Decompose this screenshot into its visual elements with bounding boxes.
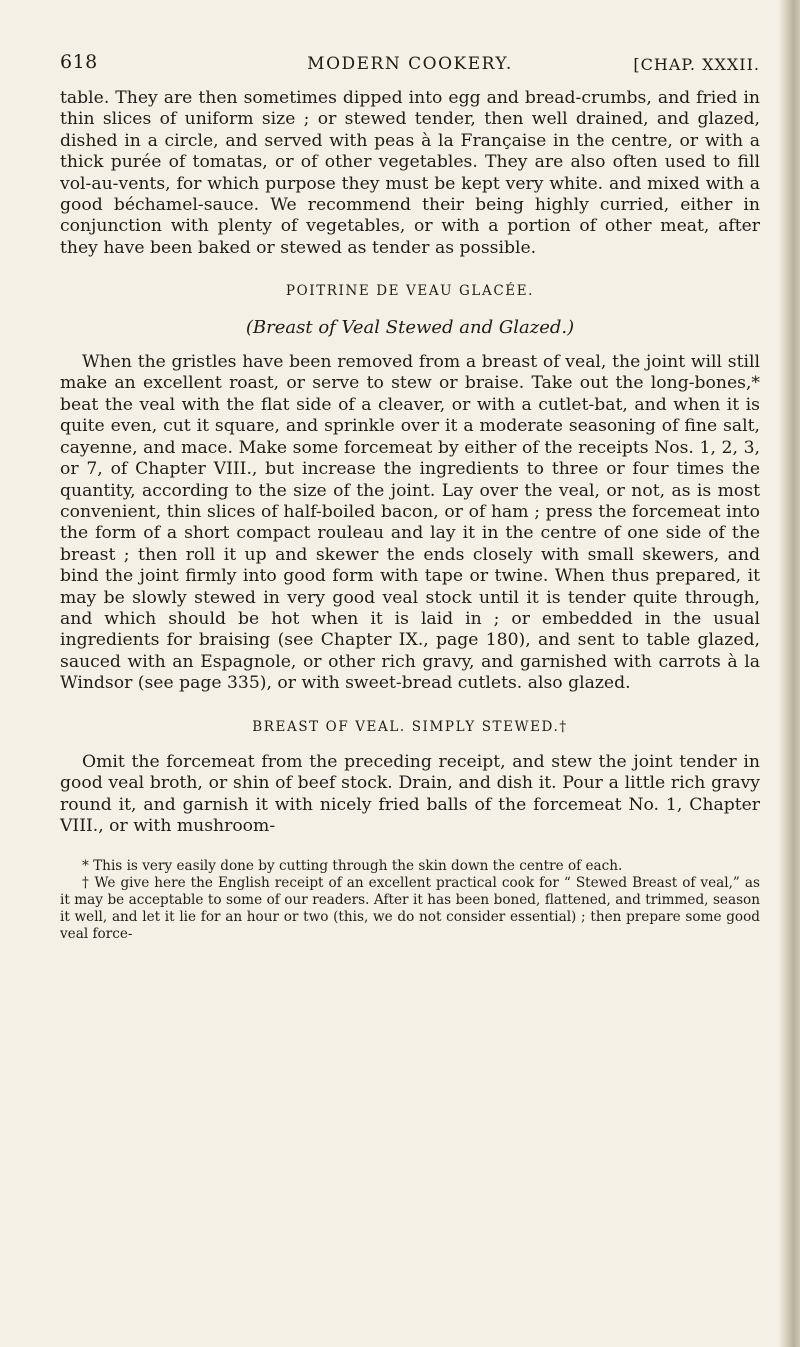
footnote-asterisk: * This is very easily done by cutting through the skin down the centre of each. bbox=[82, 857, 623, 874]
section-heading-breast-simply-stewed: BREAST OF VEAL. SIMPLY STEWED.† bbox=[252, 718, 568, 735]
recipe-paragraph-simply-stewed: Omit the forcemeat from the preceding receipt, and stew the joint tender in good veal broth, or shin of beef stock. Drain, and dish it. Pour a little rich gravy round it, and garnish it with nicely fried balls of the forcemeat No. 1, Chapter VIII., or with mushroom- bbox=[60, 751, 760, 837]
section-subheading-breast-stewed-glazed: (Breast of Veal Stewed and Glazed.) bbox=[245, 316, 575, 338]
recipe-paragraph-breast-glazed: When the gristles have been removed from a breast of veal, the joint will still make an excellent roast, or serve to stew or braise. Take out the long-bones,* beat the veal with the flat side of a cleaver, or with a cutlet-bat, and when it is quite even, cut it square, and sprinkle over it a moderate seasoning of fine salt, cayenne, and mace. Make some forcemeat by either of the receipts Nos. 1, 2, 3, or 7, of Chapter VIII., but increase the ingredients to three or four times the quantity, according to the size of the joint. Lay over the veal, or not, as is most convenient, thin slices of half-boiled bacon, or of ham ; press the forcemeat into the form of a short compact rouleau and lay it in the centre of one side of the breast ; then roll it up and skewer the ends closely with small skewers, and bind the joint firmly into good form with tape or twine. When thus prepared, it may be slowly stewed in very good veal stock until it is tender quite through, and which should be hot when it is laid in ; or embedded in the usual ingredients for braising (see Chapter IX., page 180), and sent to table glazed, sauced with an Espagnole, or other rich gravy, and garnished with carrots à la Windsor (see page 335), or with sweet-bread cutlets. also glazed. bbox=[60, 352, 760, 694]
footnote-dagger: † We give here the English receipt of an excellent practical cook for “ Stewed Breast of veal,” as it may be acceptable to some of our readers. After it has been boned, flattened, and trimmed, season it well, and let it lie for an hour or two (this, we do not consider essential) ; then prepare some good veal force- bbox=[60, 874, 760, 942]
running-title: MODERN COOKERY. bbox=[307, 54, 513, 74]
page-edge-shadow bbox=[778, 0, 800, 1347]
book-page bbox=[60, 52, 760, 943]
chapter-reference: [CHAP. XXXII. bbox=[633, 55, 760, 74]
page-header bbox=[60, 52, 760, 88]
section-heading-poitrine: POITRINE DE VEAU GLACÉE. bbox=[285, 283, 535, 300]
page-number: 618 bbox=[60, 51, 98, 73]
intro-paragraph: table. They are then sometimes dipped into egg and bread-crumbs, and fried in thin slices of uniform size ; or stewed tender, then well drained, and glazed, dished in a circle, and served with peas à la Française in the centre, or with a thick purée of tomatas, or of other vegetables. They are also often used to fill vol-au-vents, for which purpose they must be kept very white. and mixed with a good béchamel-sauce. We recommend their being highly curried, either in conjunction with plenty of vegetables, or with a portion of other meat, after they have been baked or stewed as tender as possible. bbox=[60, 88, 760, 258]
footnotes bbox=[60, 858, 760, 943]
